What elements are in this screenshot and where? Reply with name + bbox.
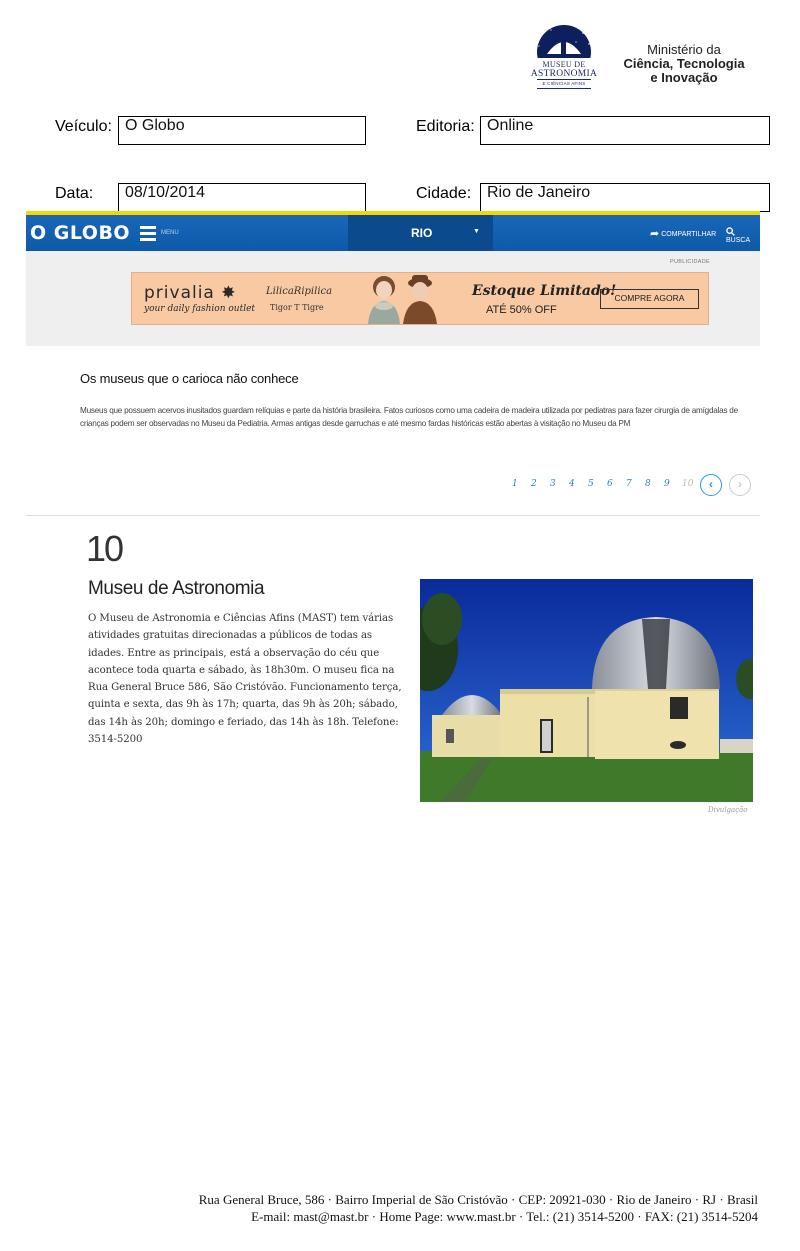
ministry-line2: Ciência, Tecnologia — [623, 56, 745, 71]
observatory-dome-icon — [531, 24, 597, 64]
photo-credit: Divulgação — [708, 806, 748, 814]
share-label: COMPARTILHAR — [661, 231, 717, 238]
caret-down-icon: ▼ — [473, 228, 480, 235]
mast-logo-line1: MUSEU DE — [542, 60, 586, 69]
mast-logo-rule — [537, 79, 591, 80]
ministry-logo — [612, 43, 756, 85]
footer-address: Rua General Bruce, 586 · Bairro Imperial de São Cristóvão · CEP: 20921-030 · Rio de Janeiro · RJ · Brasil — [198, 1192, 758, 1207]
page-link-6[interactable]: 6 — [607, 479, 613, 489]
mast-logo — [529, 24, 599, 92]
page-link-8[interactable]: 8 — [645, 479, 651, 489]
ad-brand2: LilicaRipilica — [266, 286, 333, 297]
ministry-line3: e Inovação — [650, 70, 718, 85]
menu-label[interactable]: MENU — [161, 230, 179, 236]
chevron-right-icon: › — [738, 477, 742, 491]
ad-brand3: Tigor T Tigre — [270, 303, 324, 312]
search-label: BUSCA — [726, 237, 751, 244]
page-link-2[interactable]: 2 — [531, 479, 537, 489]
ad-label: PUBLICIDADE — [670, 259, 710, 265]
search-icon — [726, 227, 735, 236]
prev-page-button[interactable] — [700, 474, 722, 496]
section-label: RIO — [411, 226, 433, 240]
ad-banner[interactable] — [131, 272, 709, 325]
share-button[interactable] — [650, 227, 716, 240]
ad-tagline: your daily fashion outlet — [144, 304, 256, 314]
page-link-1[interactable]: 1 — [512, 479, 518, 489]
page-link-4[interactable]: 4 — [569, 479, 575, 489]
cidade-label: Cidade: — [416, 185, 472, 202]
share-arrow-icon: ➦ — [650, 228, 660, 240]
ministry-line1: Ministério da — [647, 42, 721, 57]
editoria-label: Editoria: — [416, 118, 475, 135]
cidade-field: Rio de Janeiro — [480, 183, 770, 212]
article-description: Museus que possuem acervos inusitados guardam relíquias e parte da história brasileira. Fatos curiosos como uma cadeira de madeira utilizada por pediatras para fazer cirurgia de amígdalas de crianças podem ser observadas no Museu da Pediatria. Armas antigas desde garruchas e até mesmo fardas históricas estão abertas à visitação no Museu da PM — [80, 406, 738, 428]
veiculo-field: O Globo — [118, 116, 366, 145]
ad-brand: privalia ✸ — [144, 283, 237, 303]
mast-logo-rule-bottom — [537, 88, 591, 89]
veiculo-label: Veículo: — [55, 118, 112, 135]
mast-logo-line2: ASTRONOMIA — [530, 69, 598, 79]
item-body: O Museu de Astronomia e Ciências Afins (MAST) tem várias atividades gratuitas direcionadas a públicos de todas as idades. Entre as principais, está a observação do céu que acontece toda quarta e sábado, às 18h30m. O museu fica na Rua General Bruce 586, São Cristóvão. Funcionamento terça, quinta e sexta, das 9h às 17h; quarta, das 9h às 20h; sábado, das 14h às 20h; domingo e feriado, das 14h às 18h. Telefone: 3514-5200 — [88, 613, 402, 746]
section-divider — [26, 515, 760, 516]
ad-area — [26, 251, 760, 346]
data-field: 08/10/2014 — [118, 183, 366, 212]
mast-logo-line3: E CIÊNCIAS AFINS — [542, 81, 586, 86]
data-label: Data: — [55, 185, 94, 202]
page-link-9[interactable]: 9 — [664, 479, 670, 489]
page-link-5[interactable]: 5 — [588, 479, 594, 489]
editoria-field: Online — [480, 116, 770, 145]
page-link-7[interactable]: 7 — [626, 479, 632, 489]
page-link-10-current: 10 — [682, 479, 694, 489]
item-title: Museu de Astronomia — [88, 578, 265, 599]
section-dropdown[interactable] — [348, 215, 493, 251]
ad-kids-image — [354, 273, 449, 324]
article-title: Os museus que o carioca não conhece — [80, 371, 299, 386]
globo-navbar — [26, 211, 760, 251]
hamburger-menu-icon[interactable] — [140, 226, 156, 240]
item-number: 10 — [86, 528, 123, 569]
next-page-button[interactable] — [729, 474, 751, 496]
ad-offer: ATÉ 50% OFF — [486, 304, 557, 316]
ad-headline: Estoque Limitado! — [472, 283, 617, 299]
ad-cta-button[interactable]: COMPRE AGORA — [600, 289, 699, 309]
footer — [199, 1191, 758, 1225]
page-link-3[interactable]: 3 — [550, 479, 556, 489]
footer-contact: E-mail: mast@mast.br · Home Page: www.mast.br · Tel.: (21) 3514-5200 · FAX: (21) 3514-5204 — [251, 1209, 758, 1224]
observatory-photo — [420, 579, 753, 802]
globo-logo[interactable]: O GLOBO — [30, 222, 131, 244]
search-button[interactable] — [726, 227, 760, 244]
chevron-left-icon: ‹ — [709, 477, 713, 491]
